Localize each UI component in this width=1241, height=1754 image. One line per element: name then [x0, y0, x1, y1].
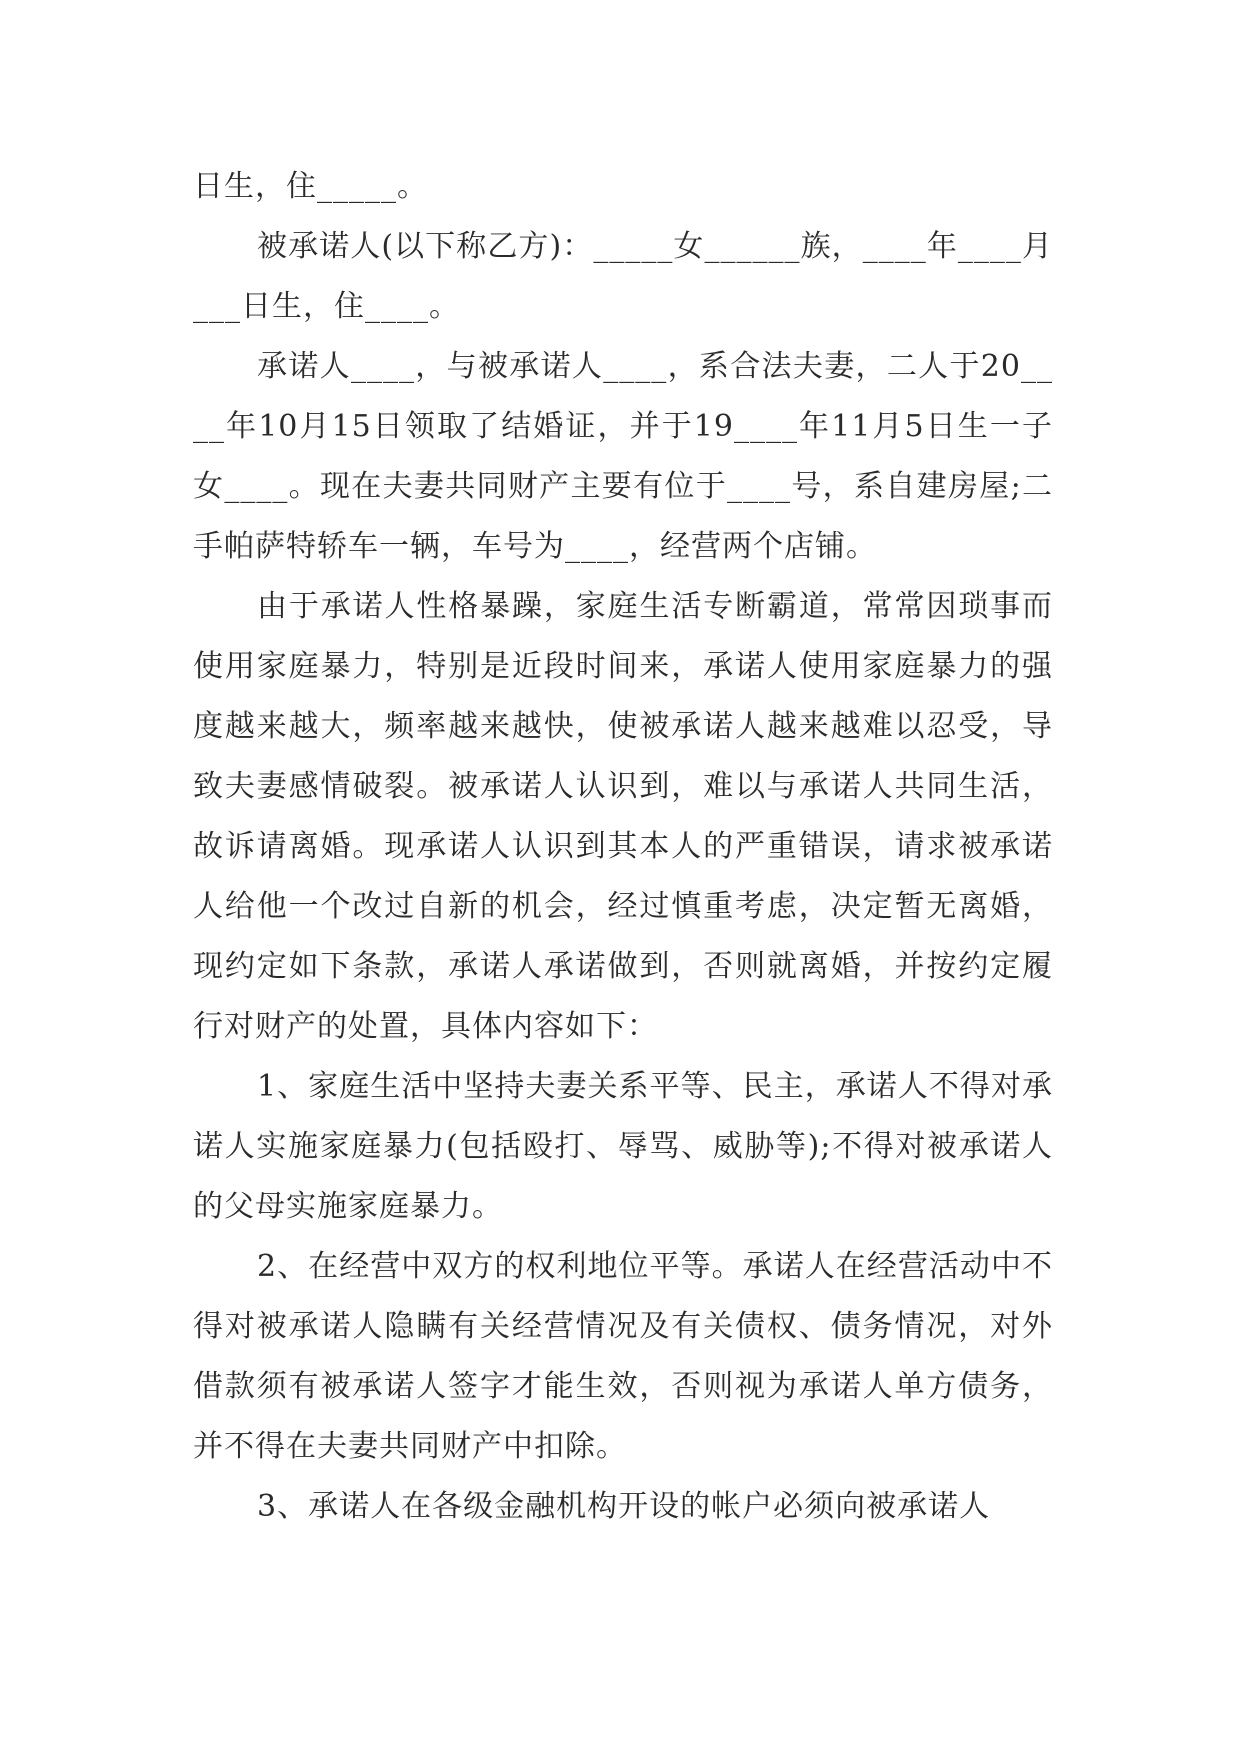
paragraph-background: 由于承诺人性格暴躁，家庭生活专断霸道，常常因琐事而使用家庭暴力，特别是近段时间来，承诺人使用家庭暴力的强度越来越大，频率越来越快，使被承诺人越来越难以忍受，导致夫妻感情破裂。被承诺人认识到，难以与承诺人共同生活，故诉请离婚。现承诺人认识到其本人的严重错误，请求被承诺人给他一个改过自新的机会，经过慎重考虑，决定暂无离婚，现约定如下条款，承诺人承诺做到，否则就离婚，并按约定履行对财产的处置，具体内容如下：	[193, 589, 1053, 1044]
document-body	[193, 157, 1053, 1537]
paragraph-promisee-info: 被承诺人(以下称乙方)：_____女______族，____年____月___日生，住____。	[193, 229, 1053, 324]
clause-1: 1、家庭生活中坚持夫妻关系平等、民主，承诺人不得对承诺人实施家庭暴力(包括殴打、辱骂、威胁等);不得对被承诺人的父母实施家庭暴力。	[193, 1069, 1053, 1224]
clause-2: 2、在经营中双方的权利地位平等。承诺人在经营活动中不得对被承诺人隐瞒有关经营情况及有关债权、债务情况，对外借款须有被承诺人签字才能生效，否则视为承诺人单方债务，并不得在夫妻共同财产中扣除。	[193, 1249, 1053, 1464]
clause-3: 3、承诺人在各级金融机构开设的帐户必须向被承诺人	[257, 1489, 991, 1524]
paragraph-marriage-property: 承诺人____，与被承诺人____，系合法夫妻，二人于20____年10月15日领取了结婚证，并于19____年11月5日生一子女____。现在夫妻共同财产主要有位于____号，系自建房屋;二手帕萨特轿车一辆，车号为____，经营两个店铺。	[193, 349, 1053, 564]
paragraph-residence-continued: 日生，住_____。	[193, 169, 428, 204]
